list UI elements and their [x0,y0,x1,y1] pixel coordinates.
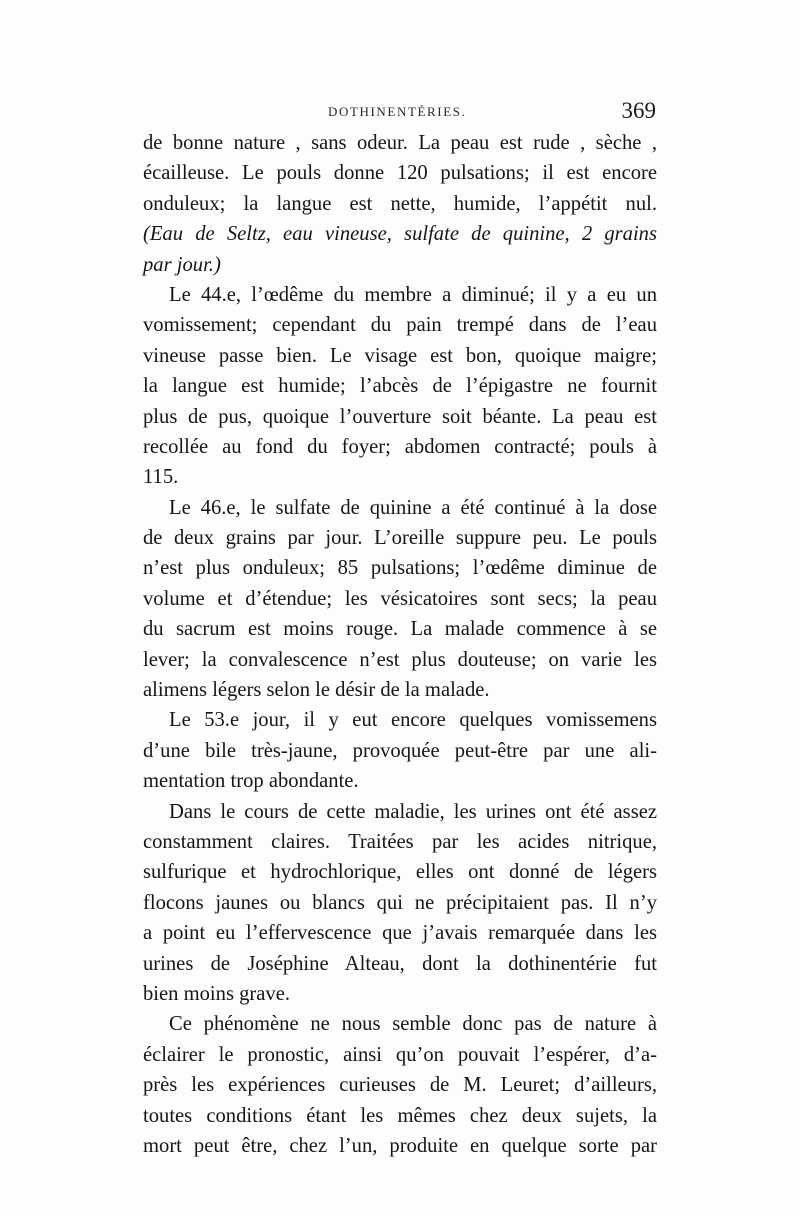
text-line: toutes conditions étant les mêmes chez deux sujets, la [143,1104,657,1127]
text-line: mentation trop abondante. [143,770,359,793]
text-line: de deux grains par jour. L’oreille suppure peu. Le pouls [143,527,657,550]
text-line: sulfurique et hydrochlorique, elles ont donné de légers [143,861,657,884]
text-line: recollée au fond du foyer; abdomen contracté; pouls à [143,435,657,458]
text-line: bien moins grave. [143,982,290,1005]
text-line: d’une bile très-jaune, provoquée peut-être par une ali- [143,739,657,762]
text-line: 115. [143,466,179,489]
text-line: volume et d’étendue; les vésicatoires sont secs; la peau [143,587,657,610]
text-line: écailleuse. Le pouls donne 120 pulsations; il est encore [143,162,657,185]
text-line: éclairer le pronostic, ainsi qu’on pouvait l’espérer, d’a- [143,1043,657,1066]
text-line: mort peut être, chez l’un, produite en quelque sorte par [143,1134,657,1157]
running-head: DOTHINENTÉRIES. [328,104,467,119]
text-line: onduleux; la langue est nette, humide, l’appétit nul. [143,192,657,215]
text-line: Dans le cours de cette maladie, les urines ont été assez [169,800,657,823]
text-line: flocons jaunes ou blancs qui ne précipitaient pas. Il n’y [143,891,657,914]
page-body [143,128,657,1161]
text-line: la langue est humide; l’abcès de l’épigastre ne fournit [143,375,657,398]
page-number: 369 [621,98,656,123]
text-line: Ce phénomène ne nous semble donc pas de nature à [169,1013,657,1036]
text-line: plus de pus, quoique l’ouverture soit béante. La peau est [143,405,657,428]
text-line: Le 44.e, l’œdême du membre a diminué; il y a eu un [169,283,657,306]
text-line: constamment claires. Traitées par les acides nitrique, [143,830,657,853]
text-line: alimens légers selon le désir de la malade. [143,679,490,702]
text-line: a point eu l’effervescence que j’avais remarquée dans les [143,922,657,945]
text-line: lever; la convalescence n’est plus douteuse; on varie les [143,648,657,671]
text-line: près les expériences curieuses de M. Leuret; d’ailleurs, [143,1074,657,1097]
text-line: (Eau de Seltz, eau vineuse, sulfate de quinine, 2 grains [143,223,657,246]
text-line: Le 53.e jour, il y eut encore quelques vomissemens [169,709,657,732]
text-line: de bonne nature , sans odeur. La peau est rude , sèche , [143,132,657,154]
text-line: vomissement; cependant du pain trempé dans de l’eau [143,314,657,337]
text-line: Le 46.e, le sulfate de quinine a été continué à la dose [169,496,657,519]
text-line: urines de Joséphine Alteau, dont la dothinentérie fut [143,952,657,975]
text-line: n’est plus onduleux; 85 pulsations; l’œdême diminue de [143,557,657,580]
text-line: du sacrum est moins rouge. La malade commence à se [143,618,657,641]
text-line: vineuse passe bien. Le visage est bon, quoique maigre; [143,344,657,367]
page-header [140,98,660,128]
text-line: par jour.) [143,253,221,276]
